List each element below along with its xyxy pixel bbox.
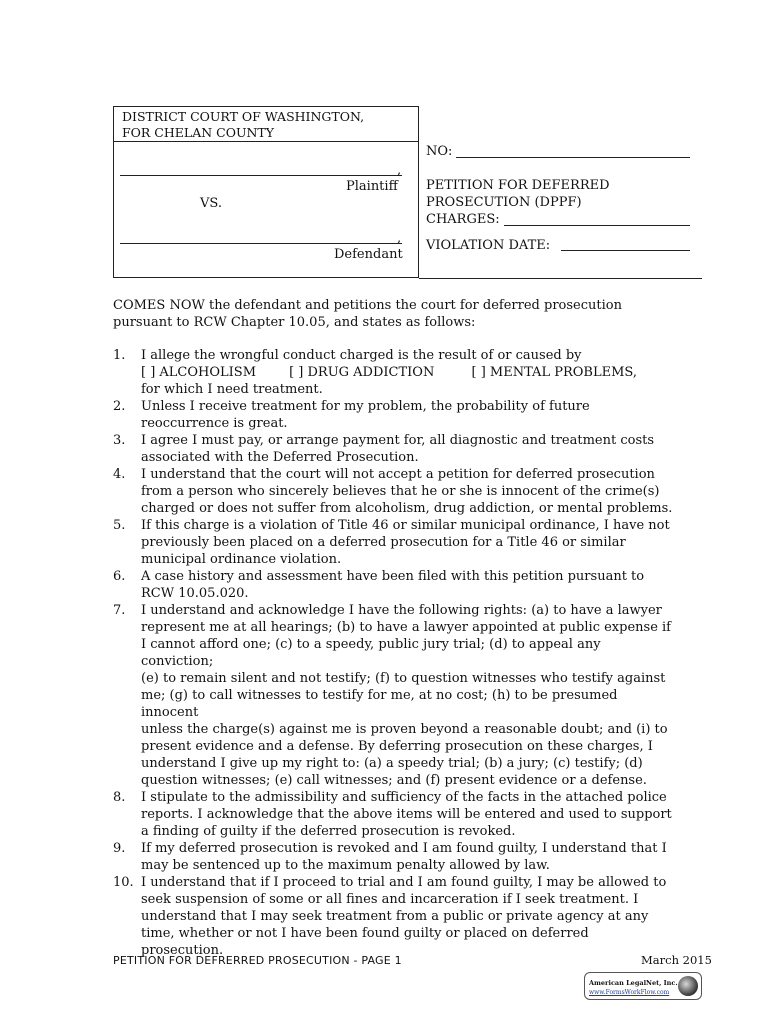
item-number: 10. (113, 875, 134, 890)
item-text-line: represent me at all hearings; (b) to have a lawyer appointed at public expense if (141, 620, 671, 635)
item-text-line: Unless I receive treatment for my problem, the probability of future (141, 399, 590, 414)
plaintiff-name-line[interactable] (120, 175, 402, 176)
publisher-link[interactable]: www.FormsWorkFlow.com (589, 989, 670, 996)
item-text-line: I allege the wrongful conduct charged is the result of or caused by (141, 348, 582, 363)
case-number-field[interactable] (456, 157, 690, 158)
item-number: 5. (113, 518, 126, 533)
footer-page-title: PETITION FOR DEFRERRED PROSECUTION - PAGE 1 (113, 954, 402, 967)
item-text-line: I agree I must pay, or arrange payment for, all diagnostic and treatment costs (141, 433, 655, 448)
charges-label: CHARGES: (426, 212, 500, 227)
item-number: 6. (113, 569, 126, 584)
list-item (113, 602, 673, 789)
list-item (113, 517, 673, 568)
intro-line: pursuant to RCW Chapter 10.05, and states as follows: (113, 315, 476, 330)
list-item (113, 789, 673, 840)
publisher-name: American LegalNet, Inc. (589, 979, 678, 987)
county-name: FOR CHELAN COUNTY (122, 125, 275, 140)
item-number: 1. (113, 348, 126, 363)
item-text-line: If this charge is a violation of Title 46 or similar municipal ordinance, I have not (141, 518, 670, 533)
defendant-name-line[interactable] (120, 243, 402, 244)
item-text-line: me; (g) to call witnesses to testify for me, at no cost; (h) to be presumed innocent (141, 688, 618, 720)
plaintiff-label: Plaintiff (346, 179, 398, 194)
court-name: DISTRICT COURT OF WASHINGTON, (122, 109, 365, 124)
item-text-line: question witnesses; (e) call witnesses; and (f) present evidence or a defense. (141, 773, 647, 788)
item-text-line: (e) to remain silent and not testify; (f) to question witnesses who testify against (141, 671, 666, 686)
item-text-line: associated with the Deferred Prosecution. (141, 450, 419, 465)
item-text-line: I cannot afford one; (c) to a speedy, public jury trial; (d) to appeal any conviction; (141, 637, 601, 669)
publisher-logo[interactable] (584, 972, 702, 1000)
item-text-line: reports. I acknowledge that the above items will be entered and used to support (141, 807, 672, 822)
list-item (113, 347, 673, 398)
petition-title-line1: PETITION FOR DEFERRED (426, 178, 610, 193)
item-text-line: from a person who sincerely believes that he or she is innocent of the crime(s) (141, 484, 660, 499)
list-item (113, 466, 673, 517)
list-item (113, 568, 673, 602)
petition-title-line2: PROSECUTION (DPPF) (426, 195, 582, 210)
item-text-line: If my deferred prosecution is revoked and I am found guilty, I understand that I (141, 841, 667, 856)
charges-field[interactable] (504, 225, 690, 226)
versus-label: VS. (200, 196, 222, 211)
violation-date-field[interactable] (561, 250, 690, 251)
item-number: 4. (113, 467, 126, 482)
item-text-line: a finding of guilty if the deferred prosecution is revoked. (141, 824, 516, 839)
item-number: 7. (113, 603, 126, 618)
item-number: 3. (113, 433, 126, 448)
item-text-line: reoccurrence is great. (141, 416, 288, 431)
list-item (113, 874, 673, 959)
item-text-line: I understand that the court will not accept a petition for deferred prosecution (141, 467, 655, 482)
intro-paragraph (113, 297, 673, 331)
list-item (113, 398, 673, 432)
plaintiff-comma: , (397, 163, 402, 178)
intro-line: COMES NOW the defendant and petitions the court for deferred prosecution (113, 298, 622, 313)
item-text-line: municipal ordinance violation. (141, 552, 342, 567)
statement-list (113, 347, 673, 959)
globe-icon (678, 976, 698, 996)
item-text-line: charged or does not suffer from alcoholism, drug addiction, or mental problems. (141, 501, 673, 516)
case-caption-box (113, 106, 419, 278)
item-text-line: RCW 10.05.020. (141, 586, 249, 601)
item-text-line: time, whether or not I have been found guilty or placed on deferred prosecution. (141, 926, 589, 958)
item-text-line: unless the charge(s) against me is proven beyond a reasonable doubt; and (i) to (141, 722, 668, 737)
item-text-line: seek suspension of some or all fines and incarceration if I seek treatment. I (141, 892, 639, 907)
caption-bottom-rule (419, 278, 702, 279)
list-item (113, 432, 673, 466)
item-text-line: present evidence and a defense. By deferring prosecution on these charges, I (141, 739, 653, 754)
item-text-line: A case history and assessment have been filed with this petition pursuant to (141, 569, 645, 584)
item-text-line: understand I give up my right to: (a) a speedy trial; (b) a jury; (c) testify; (d) (141, 756, 643, 771)
court-heading (114, 107, 418, 142)
item-text-line: I understand that if I proceed to trial and I am found guilty, I may be allowed to (141, 875, 667, 890)
case-number-label: NO: (426, 144, 453, 159)
item-text-line: I stipulate to the admissibility and sufficiency of the facts in the attached police (141, 790, 667, 805)
violation-date-label: VIOLATION DATE: (426, 238, 551, 253)
item-number: 8. (113, 790, 126, 805)
item-text-line: understand that I may seek treatment from a public or private agency at any (141, 909, 649, 924)
defendant-comma: , (397, 231, 402, 246)
item-text-line: for which I need treatment. (141, 382, 323, 397)
item-text-line: previously been placed on a deferred prosecution for a Title 46 or similar (141, 535, 626, 550)
item-text-line: may be sentenced up to the maximum penalty allowed by law. (141, 858, 550, 873)
list-item (113, 840, 673, 874)
defendant-label: Defendant (334, 247, 403, 262)
footer-revision-date: March 2015 (641, 953, 712, 967)
condition-checkboxes[interactable]: [ ] ALCOHOLISM [ ] DRUG ADDICTION [ ] MENTAL PROBLEMS, (141, 365, 637, 380)
item-number: 9. (113, 841, 126, 856)
item-number: 2. (113, 399, 126, 414)
item-text-line: I understand and acknowledge I have the following rights: (a) to have a lawyer (141, 603, 662, 618)
